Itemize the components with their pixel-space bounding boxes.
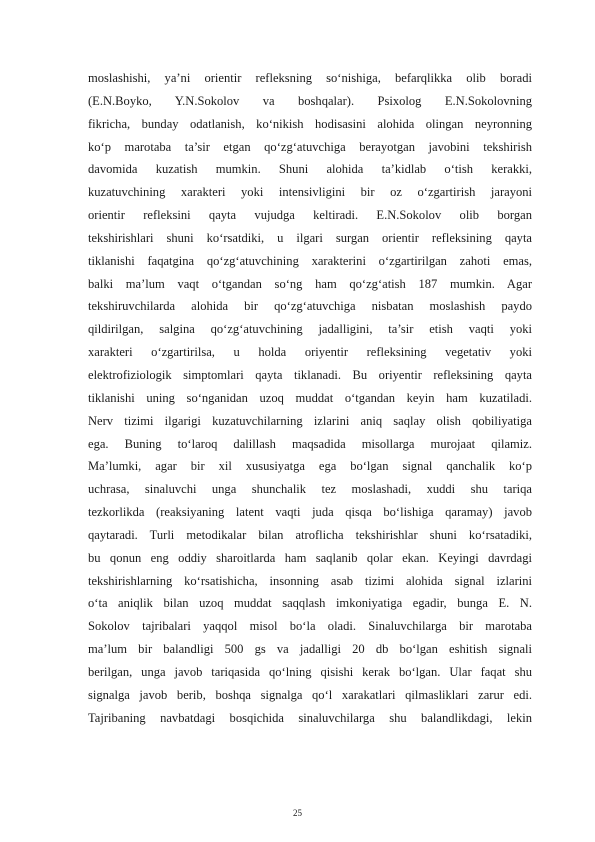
- text-line: tekshiruvchilarda alohida bir qo‘zg‘atuvchiga nisbatan moslashish paydo: [88, 299, 532, 314]
- text-line: qildirilgan, salgina qo‘zg‘atuvchining jadalligini, ta’sir etish vaqti yoki: [88, 322, 532, 337]
- text-line: berilgan, unga javob tariqasida qo‘lning qisishi kerak bo‘lgan. Ular faqat shu: [88, 664, 532, 679]
- text-line: qaytaradi. Turli metodikalar bilan atroflicha tekshirishlar shuni ko‘rsatadiki,: [88, 527, 532, 542]
- text-line: fikricha, bunday odatlanish, ko‘nikish hodisasini alohida olingan neyronning: [88, 116, 532, 131]
- text-line: kuzatuvchining xarakteri yoki intensivligini bir oz o‘zgartirish jarayoni: [88, 185, 532, 200]
- text-line: ma’lum bir balandligi 500 gs va jadalligi 20 db bo‘lgan eshitish signali: [88, 642, 532, 657]
- text-line: elektrofiziologik simptomlari qayta tiklanadi. Bu oriyentir refleksining qayta: [88, 367, 532, 382]
- text-line: tezkorlikda (reaksiyaning latent vaqti juda qisqa bo‘lishiga qaramay) javob: [88, 505, 532, 520]
- text-line: xarakteri o‘zgartirilsa, u holda oriyentir refleksining vegetativ yoki: [88, 345, 532, 360]
- text-line: tiklanishi faqatgina qo‘zg‘atuvchining xarakterini o‘zgartirilgan zahoti emas,: [88, 253, 532, 268]
- text-line: tiklanishi uning so‘nganidan uzoq muddat o‘tgandan keyin ham kuzatiladi.: [88, 390, 532, 405]
- text-line: ko‘p marotaba ta’sir etgan qo‘zg‘atuvchiga berayotgan javobini tekshirish: [88, 139, 532, 154]
- text-line: Nerv tizimi ilgarigi kuzatuvchilarning izlarini aniq saqlay olish qobiliyatiga: [88, 413, 532, 428]
- text-line: Tajribaning navbatdagi bosqichida sinaluvchilarga shu balandlikdagi, lekin: [88, 710, 532, 725]
- page-number: 25: [293, 808, 302, 818]
- text-line: tekshirishlari shuni ko‘rsatdiki, u ilgari surgan orientir refleksining qayta: [88, 230, 532, 245]
- text-line: tekshirishlarning ko‘rsatishicha, insonning asab tizimi alohida signal izlarini: [88, 573, 532, 588]
- text-line: uchrasa, sinaluvchi unga shunchalik tez moslashadi, xuddi shu tariqa: [88, 482, 532, 497]
- text-line: bu qonun eng oddiy sharoitlarda ham saqlanib qolar ekan. Keyingi davrdagi: [88, 550, 532, 565]
- text-line: signalga javob berib, boshqa signalga qo‘l xarakatlari qilmasliklari zarur edi.: [88, 687, 532, 702]
- text-line: Sokolov tajribalari yaqqol misol bo‘la oladi. Sinaluvchilarga bir marotaba: [88, 619, 532, 634]
- text-line: (E.N.Boyko, Y.N.Sokolov va boshqalar). Psixolog E.N.Sokolovning: [88, 93, 532, 108]
- text-line: davomida kuzatish mumkin. Shuni alohida ta’kidlab o‘tish kerakki,: [88, 162, 532, 177]
- text-line: orientir refleksini qayta vujudga keltiradi. E.N.Sokolov olib borgan: [88, 208, 532, 223]
- text-line: moslashishi, ya’ni orientir refleksning so‘nishiga, befarqlikka olib boradi: [88, 71, 532, 85]
- text-line: Ma’lumki, agar bir xil xususiyatga ega bo‘lgan signal qanchalik ko‘p: [88, 459, 532, 474]
- body-text: [88, 67, 532, 729]
- text-line: ega. Buning to‘laroq dalillash maqsadida misollarga murojaat qilamiz.: [88, 436, 532, 451]
- text-line: balki ma’lum vaqt o‘tgandan so‘ng ham qo‘zg‘atish 187 mumkin. Agar: [88, 276, 532, 291]
- text-line: o‘ta aniqlik bilan uzoq muddat saqqlash imkoniyatiga egadir, bunga E. N.: [88, 596, 532, 611]
